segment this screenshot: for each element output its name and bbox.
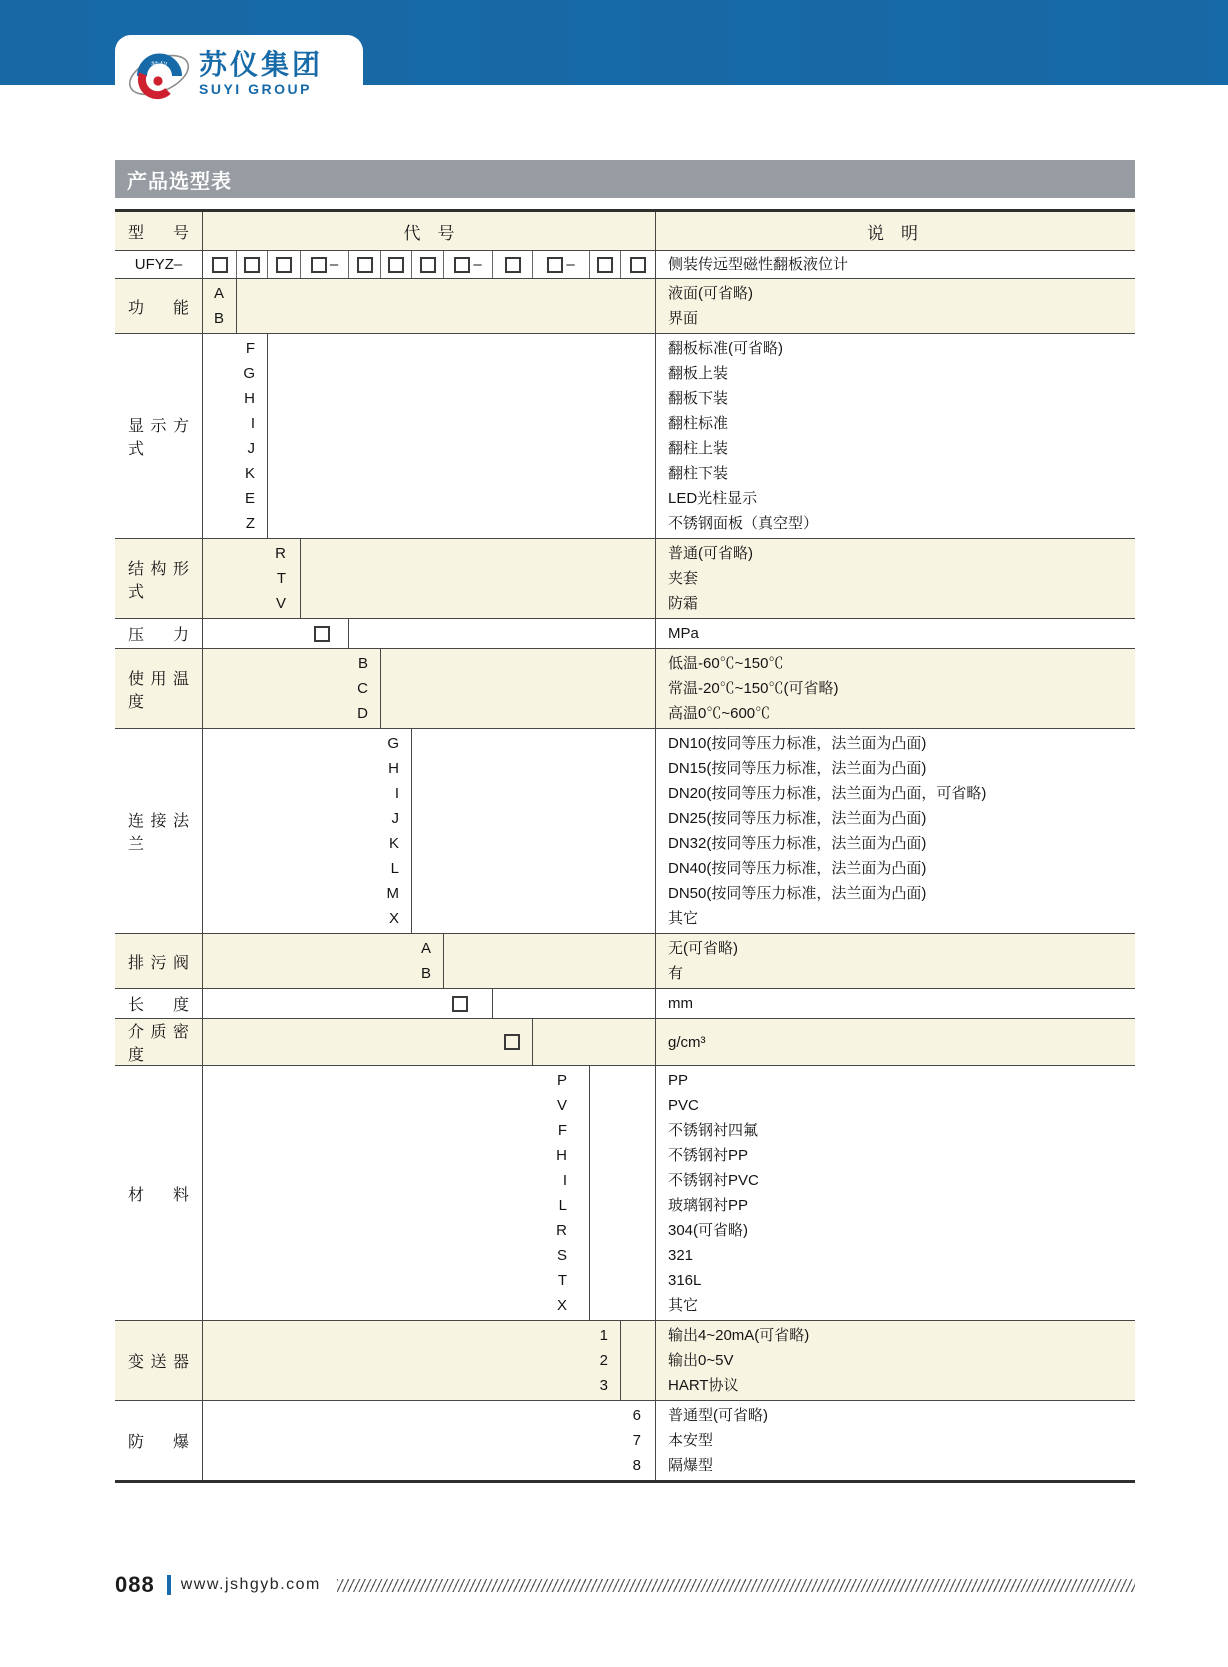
description-line: 低温-60℃~150℃	[668, 655, 784, 672]
row-codes-cell	[203, 649, 381, 728]
row-descriptions-cell	[655, 934, 1135, 988]
description-line: DN50(按同等压力标准，法兰面为凸面)	[668, 885, 927, 902]
row-label-cell	[115, 1401, 203, 1480]
description-line: g/cm³	[668, 1033, 706, 1051]
description-line: 玻璃钢衬PP	[668, 1197, 749, 1214]
row-codes-cell	[203, 934, 444, 988]
table-row	[115, 728, 1135, 933]
table-row	[115, 1400, 1135, 1480]
code-letter: I	[394, 785, 399, 802]
row-label-cell	[115, 729, 203, 933]
description-line: PP	[668, 1072, 689, 1089]
code-box-cell	[237, 251, 268, 278]
description-line: 隔爆型	[668, 1457, 714, 1474]
row-label-cell	[115, 1019, 203, 1065]
row-descriptions-cell	[655, 1401, 1135, 1480]
row-descriptions-cell	[655, 989, 1135, 1018]
code-letter: B	[420, 965, 431, 982]
row-label-cell	[115, 539, 203, 618]
description-line: 321	[668, 1247, 694, 1264]
code-letter: 7	[632, 1432, 641, 1449]
code-box-cell	[268, 251, 301, 278]
dash-separator: –	[473, 256, 482, 273]
row-label: 防爆	[128, 1434, 189, 1451]
description-line: 无(可省略)	[668, 940, 738, 957]
checkbox-placeholder	[597, 257, 613, 273]
code-letter: 3	[599, 1377, 608, 1394]
row-descriptions-cell	[655, 539, 1135, 618]
checkbox-placeholder	[314, 626, 330, 642]
code-letter: P	[556, 1072, 567, 1089]
row-label: 结构形式	[128, 560, 189, 601]
code-letter: 2	[599, 1352, 608, 1369]
table-row	[115, 333, 1135, 538]
code-letter: H	[556, 1147, 567, 1164]
description-line: 翻柱下装	[668, 465, 729, 482]
row-label-cell	[115, 334, 203, 538]
code-letter: K	[388, 835, 399, 852]
code-letter: F	[557, 1122, 567, 1139]
code-letter: H	[244, 390, 255, 407]
globe-logo-icon	[127, 44, 191, 104]
code-letter: X	[388, 910, 399, 927]
row-label: 长度	[128, 997, 189, 1014]
code-letter: G	[243, 365, 255, 382]
code-box-cell	[621, 251, 655, 278]
hatch-decoration	[337, 1579, 1135, 1592]
row-spacer	[301, 539, 655, 618]
checkbox-placeholder	[357, 257, 373, 273]
table-row	[115, 648, 1135, 728]
logo-english-name: SUYI GROUP	[199, 81, 312, 98]
description-line: PVC	[668, 1097, 699, 1114]
description-line: 不锈钢衬PP	[668, 1147, 749, 1164]
code-letter: 1	[599, 1327, 608, 1344]
row-codes-cell	[203, 729, 412, 933]
model-description: 侧装传远型磁性翻板液位计	[655, 251, 1135, 278]
row-label-cell	[115, 989, 203, 1018]
row-label: 变送器	[128, 1354, 189, 1371]
row-spacer	[268, 334, 655, 538]
description-line: DN15(按同等压力标准，法兰面为凸面)	[668, 760, 927, 777]
code-letter: M	[386, 885, 399, 902]
code-box-cell	[412, 251, 444, 278]
logo-chinese-name: 苏仪集团	[199, 48, 324, 80]
row-spacer	[621, 1321, 655, 1400]
row-label: 显示方式	[128, 418, 189, 458]
code-letter: B	[213, 310, 224, 327]
description-line: mm	[668, 995, 693, 1012]
description-line: 输出4~20mA(可省略)	[668, 1327, 810, 1344]
description-line: 翻柱上装	[668, 440, 729, 457]
description-line: DN32(按同等压力标准，法兰面为凸面)	[668, 835, 927, 852]
description-line: 液面(可省略)	[668, 285, 753, 302]
code-letter: I	[250, 415, 255, 432]
row-spacer	[533, 1019, 655, 1065]
row-descriptions-cell	[655, 1321, 1135, 1400]
row-codes-cell	[203, 1401, 655, 1480]
row-descriptions-cell	[655, 649, 1135, 728]
description-line: 翻板下装	[668, 390, 729, 407]
row-label: 材料	[128, 1186, 189, 1204]
dash-separator: –	[329, 256, 339, 273]
row-label-cell	[115, 1321, 203, 1400]
page-number: 088	[115, 1572, 155, 1597]
code-letter: R	[275, 545, 286, 562]
col-header-description: 说 明	[655, 212, 1135, 250]
row-codes-cell	[203, 539, 301, 618]
description-line: 不锈钢衬PVC	[668, 1172, 759, 1189]
row-label: 连接法兰	[128, 813, 189, 853]
checkbox-placeholder	[212, 257, 228, 273]
table-row	[115, 988, 1135, 1018]
table-row	[115, 618, 1135, 648]
code-letter: K	[244, 465, 255, 482]
description-line: 翻柱标准	[668, 415, 729, 432]
row-spacer	[493, 989, 655, 1018]
description-line: 普通型(可省略)	[668, 1407, 768, 1424]
website-url: www.jshgyb.com	[180, 1576, 321, 1593]
checkbox-placeholder	[276, 257, 292, 273]
code-letter: X	[556, 1297, 567, 1314]
logo-text	[199, 50, 323, 97]
code-letter: L	[558, 1197, 567, 1214]
code-letter: A	[213, 285, 224, 302]
checkbox-placeholder	[244, 257, 260, 273]
company-logo	[115, 35, 363, 112]
row-descriptions-cell	[655, 619, 1135, 648]
model-row	[115, 250, 1135, 278]
table-row	[115, 538, 1135, 618]
row-spacer	[237, 279, 655, 333]
model-code-boxes	[203, 251, 655, 278]
row-spacer	[590, 1066, 655, 1320]
row-label: 压力	[128, 627, 189, 644]
description-line: 高温0℃~600℃	[668, 705, 771, 722]
row-codes-cell	[203, 279, 237, 333]
description-line: 普通(可省略)	[668, 545, 753, 562]
code-box-cell	[203, 251, 237, 278]
code-letter: E	[244, 490, 255, 507]
table-row	[115, 1320, 1135, 1400]
row-codes-cell	[203, 1066, 590, 1320]
description-line: 其它	[668, 910, 699, 927]
row-label-cell	[115, 649, 203, 728]
code-letter: C	[357, 680, 368, 697]
code-box-cell	[301, 251, 349, 278]
row-descriptions-cell	[655, 279, 1135, 333]
checkbox-placeholder	[504, 1034, 520, 1050]
row-label-cell	[115, 279, 203, 333]
description-line: 316L	[668, 1272, 702, 1289]
description-line: DN10(按同等压力标准，法兰面为凸面)	[668, 735, 927, 752]
description-line: 304(可省略)	[668, 1222, 749, 1239]
checkbox-placeholder	[420, 257, 436, 273]
top-banner	[0, 0, 1228, 98]
row-codes-cell	[203, 989, 493, 1018]
row-spacer	[381, 649, 655, 728]
code-letter: T	[557, 1272, 567, 1289]
description-line: 翻板上装	[668, 365, 729, 382]
row-codes-cell	[203, 1321, 621, 1400]
table-row	[115, 278, 1135, 333]
row-codes-cell	[203, 334, 268, 538]
description-line: HART协议	[668, 1377, 739, 1394]
page-footer	[115, 1572, 1135, 1598]
product-selection-table	[115, 209, 1135, 1483]
col-header-model: 型号	[115, 212, 203, 250]
checkbox-placeholder	[452, 996, 468, 1012]
footer-divider	[167, 1575, 171, 1595]
description-line: LED光柱显示	[668, 490, 758, 507]
code-box-cell	[381, 251, 412, 278]
description-line: 其它	[668, 1297, 699, 1314]
table-header-row	[115, 212, 1135, 250]
table-row	[115, 933, 1135, 988]
row-spacer	[444, 934, 655, 988]
dash-separator: –	[566, 256, 575, 273]
checkbox-placeholder	[311, 257, 327, 273]
code-letter: I	[562, 1172, 567, 1189]
description-line: DN25(按同等压力标准，法兰面为凸面)	[668, 810, 927, 827]
row-spacer	[349, 619, 655, 648]
code-letter: G	[387, 735, 399, 752]
description-line: 常温-20℃~150℃(可省略)	[668, 680, 839, 697]
code-letter: S	[556, 1247, 567, 1264]
code-letter: 6	[632, 1407, 641, 1424]
row-spacer	[412, 729, 655, 933]
row-descriptions-cell	[655, 334, 1135, 538]
row-label: 介质密度	[128, 1024, 189, 1064]
code-box-cell	[444, 251, 493, 278]
code-letter: R	[556, 1222, 567, 1239]
code-box-cell	[533, 251, 590, 278]
table-row	[115, 1065, 1135, 1320]
description-line: 输出0~5V	[668, 1352, 734, 1369]
svg-text:苏仪: 苏仪	[149, 60, 169, 71]
code-box-cell	[590, 251, 621, 278]
code-letter: A	[420, 940, 431, 957]
code-box-cell	[493, 251, 533, 278]
row-label-cell	[115, 1066, 203, 1320]
description-line: 防霜	[668, 595, 699, 612]
checkbox-placeholder	[505, 257, 521, 273]
code-letter: V	[275, 595, 286, 612]
model-prefix: UFYZ–	[115, 251, 203, 278]
checkbox-placeholder	[388, 257, 404, 273]
row-label: 使用温度	[128, 670, 189, 711]
row-descriptions-cell	[655, 1019, 1135, 1065]
description-line: 本安型	[668, 1432, 714, 1449]
description-line: DN20(按同等压力标准，法兰面为凸面，可省略)	[668, 785, 987, 802]
col-header-code: 代 号	[403, 223, 455, 243]
code-letter: D	[357, 705, 368, 722]
description-line: MPa	[668, 625, 699, 642]
checkbox-placeholder	[454, 257, 470, 273]
code-letter: V	[556, 1097, 567, 1114]
code-letter: L	[390, 860, 399, 877]
row-codes-cell	[203, 1019, 533, 1065]
row-label-cell	[115, 619, 203, 648]
code-letter: B	[357, 655, 368, 672]
row-descriptions-cell	[655, 1066, 1135, 1320]
code-letter: F	[245, 340, 255, 357]
code-letter: T	[276, 570, 286, 587]
row-label: 功能	[128, 299, 189, 317]
row-descriptions-cell	[655, 729, 1135, 933]
checkbox-placeholder	[630, 257, 646, 273]
code-letter: Z	[245, 515, 255, 532]
description-line: 翻板标准(可省略)	[668, 340, 783, 357]
description-line: 有	[668, 965, 684, 982]
code-letter: H	[388, 760, 399, 777]
checkbox-placeholder	[547, 257, 563, 273]
description-line: 界面	[668, 310, 699, 327]
description-line: 夹套	[668, 570, 699, 587]
description-line: DN40(按同等压力标准，法兰面为凸面)	[668, 860, 927, 877]
section-title-bar	[115, 160, 1135, 198]
description-line: 不锈钢面板（真空型）	[668, 515, 819, 532]
description-line: 不锈钢衬四氟	[668, 1122, 759, 1139]
row-label-cell	[115, 934, 203, 988]
code-letter: 8	[632, 1457, 641, 1474]
section-title: 产品选型表	[127, 170, 232, 193]
table-row	[115, 1018, 1135, 1065]
code-letter: J	[247, 440, 255, 457]
code-box-cell	[349, 251, 381, 278]
row-label: 排污阀	[128, 954, 189, 972]
code-letter: J	[391, 810, 399, 827]
row-codes-cell	[203, 619, 349, 648]
